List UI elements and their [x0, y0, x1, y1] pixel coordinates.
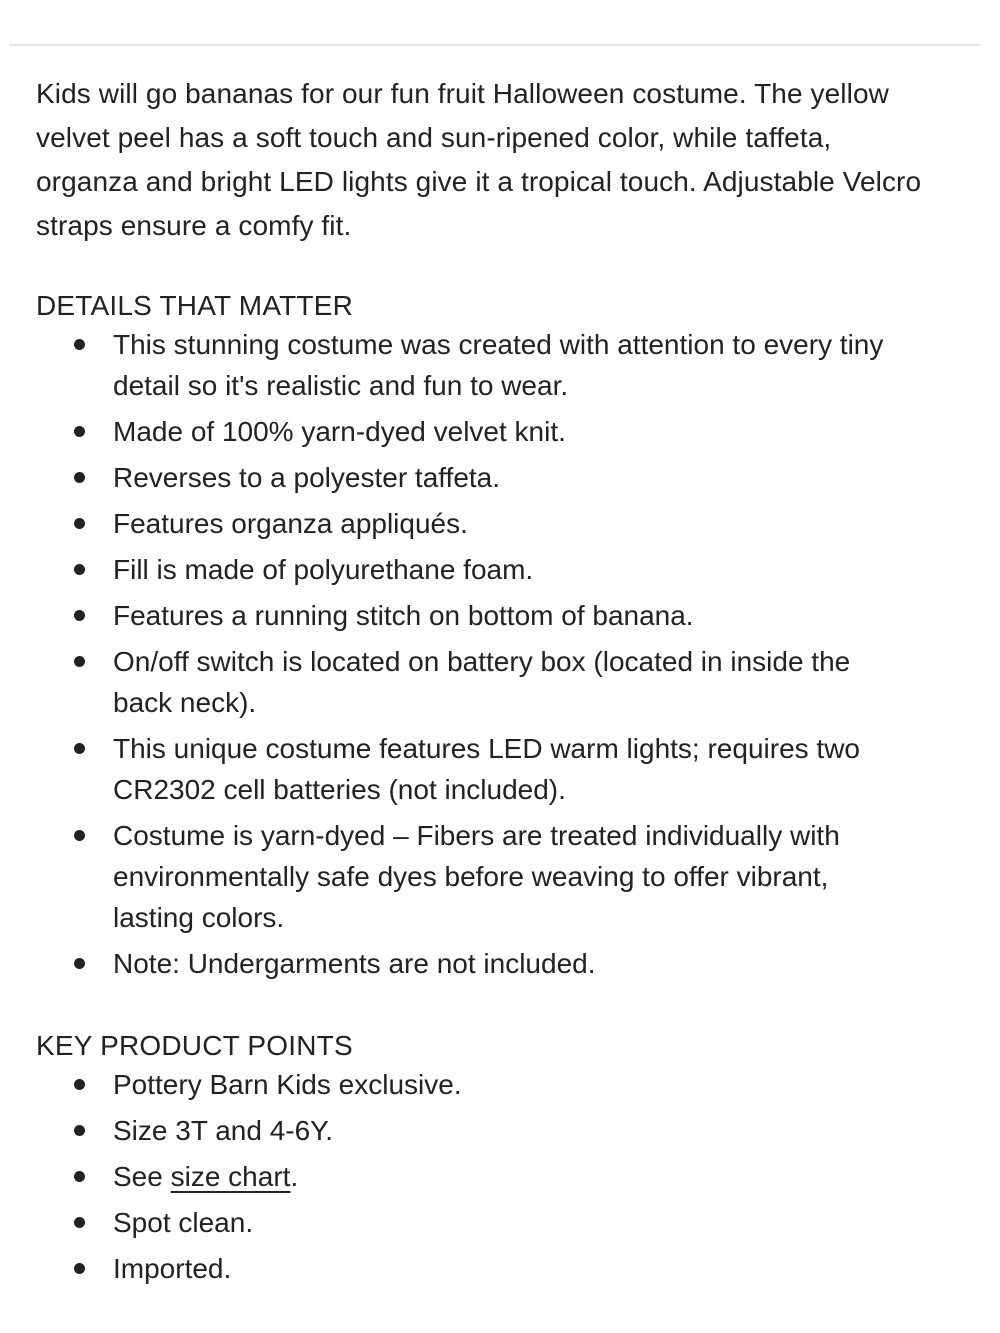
details-item: Made of 100% yarn-dyed velvet knit.: [36, 411, 893, 452]
bullet-icon: [74, 472, 85, 483]
details-item: Costume is yarn-dyed – Fibers are treated individually with environmentally safe dyes before weaving to offer vibrant, lasting colors.: [36, 815, 893, 938]
bullet-icon: [74, 1125, 85, 1136]
size-chart-link[interactable]: size chart: [170, 1161, 291, 1192]
details-heading: DETAILS THAT MATTER: [36, 290, 354, 321]
bullet-icon: [74, 564, 85, 575]
product-description-panel: [36, 72, 936, 1294]
details-item: This unique costume features LED warm lights; requires two CR2302 cell batteries (not included).: [36, 728, 893, 810]
details-item: Features a running stitch on bottom of banana.: [36, 595, 893, 636]
details-item: On/off switch is located on battery box (located in inside the back neck).: [36, 641, 893, 723]
bullet-icon: [74, 610, 85, 621]
details-item: Reverses to a polyester taffeta.: [36, 457, 893, 498]
details-list: [36, 324, 936, 984]
bullet-icon: [74, 339, 85, 350]
bullet-icon: [74, 830, 85, 841]
key-points-heading: KEY PRODUCT POINTS: [36, 1030, 353, 1061]
details-item: Note: Undergarments are not included.: [36, 943, 893, 984]
top-divider: [9, 44, 980, 46]
key-point-item: Imported.: [36, 1248, 893, 1289]
details-item: Features organza appliqués.: [36, 503, 893, 544]
key-point-item: Spot clean.: [36, 1202, 893, 1243]
bullet-icon: [74, 518, 85, 529]
bullet-icon: [74, 426, 85, 437]
key-point-item-size-chart: See size chart.: [36, 1156, 893, 1197]
bullet-icon: [74, 1217, 85, 1228]
details-item: Fill is made of polyurethane foam.: [36, 549, 893, 590]
product-description: Kids will go bananas for our fun fruit Halloween costume. The yellow velvet peel has a soft touch and sun-ripened color, while taffeta, organza and bright LED lights give it a tropical touch. Adjustable Velcro straps ensure a comfy fit.: [36, 78, 922, 241]
key-point-item: Pottery Barn Kids exclusive.: [36, 1064, 893, 1105]
bullet-icon: [74, 1263, 85, 1274]
key-point-item: Size 3T and 4-6Y.: [36, 1110, 893, 1151]
details-item: This stunning costume was created with attention to every tiny detail so it's realistic and fun to wear.: [36, 324, 893, 406]
bullet-icon: [74, 1171, 85, 1182]
key-points-list: [36, 1064, 936, 1289]
bullet-icon: [74, 656, 85, 667]
bullet-icon: [74, 958, 85, 969]
bullet-icon: [74, 743, 85, 754]
bullet-icon: [74, 1079, 85, 1090]
